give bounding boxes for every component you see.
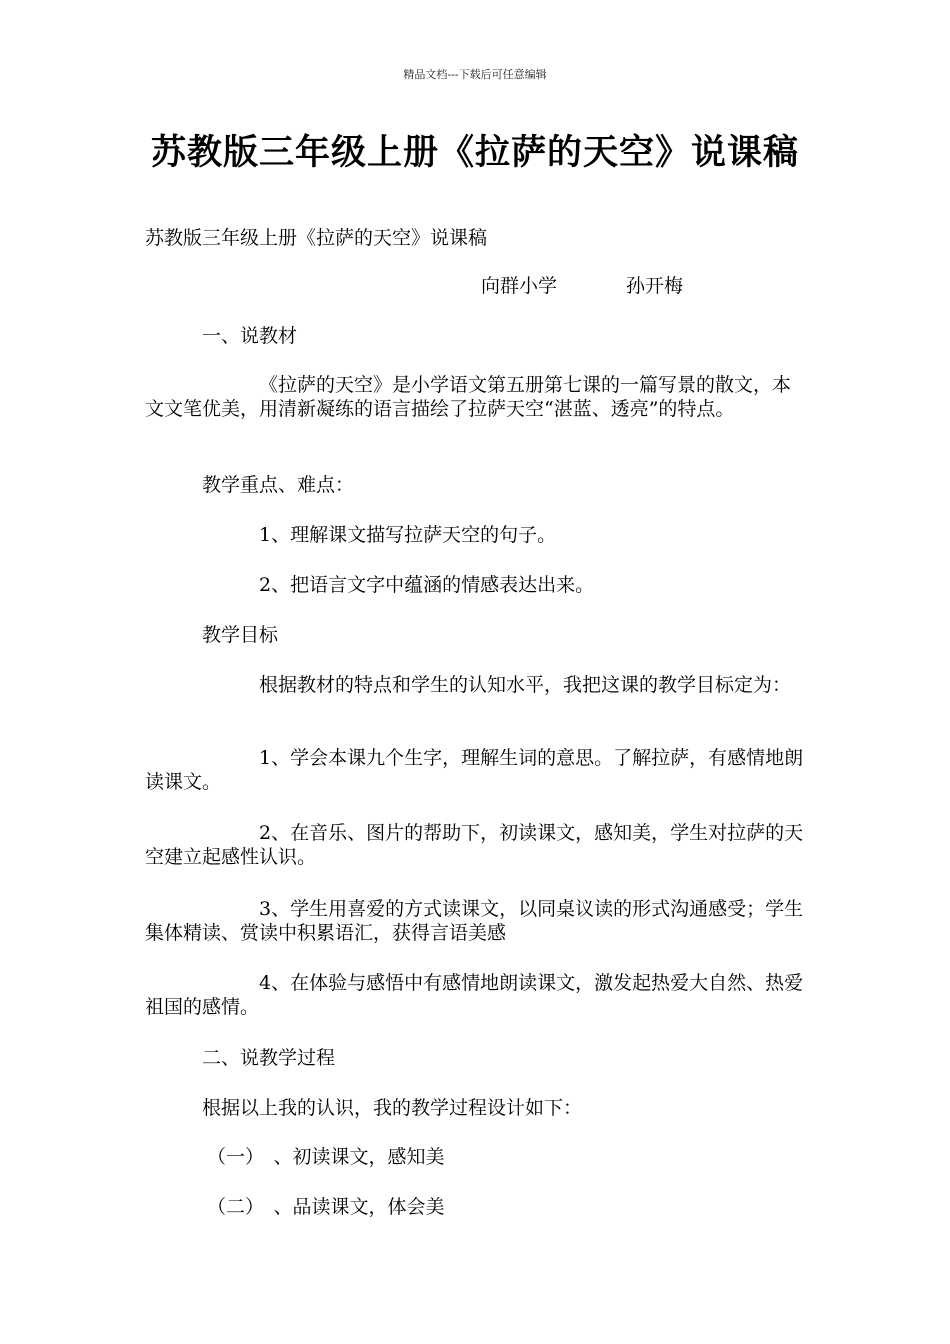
key-points-heading: 教学重点、难点： [202, 474, 355, 496]
section-1-heading: 一、说教材 [202, 325, 298, 347]
page-header: 精品文档---下载后可任意编辑 [403, 68, 547, 81]
author-name: 孙开梅 [626, 275, 684, 297]
document-title: 苏教版三年级上册《拉萨的天空》说课稿 [150, 132, 799, 173]
goal-item: 4、在体验与感悟中有感情地朗读课文，激发起热爱大自然、热爱祖国的感情。 [145, 972, 804, 1018]
author-school: 向群小学 [481, 275, 558, 297]
process-step: （二） 、品读课文，体会美 [207, 1196, 445, 1218]
goal-item: 3、学生用喜爱的方式读课文，以同桌议读的形式沟通感受；学生集体精读、赏读中积累语汇，获得言语美感 [145, 898, 804, 944]
section-2-intro: 根据以上我的认识，我的教学过程设计如下： [202, 1097, 583, 1119]
key-point-item: 1、理解课文描写拉萨天空的句子。 [259, 524, 557, 546]
goals-intro: 根据教材的特点和学生的认知水平，我把这课的教学目标定为： [259, 674, 792, 696]
key-point-item: 2、把语言文字中蕴涵的情感表达出来。 [259, 574, 595, 596]
section-2-heading: 二、说教学过程 [202, 1047, 336, 1069]
goal-item: 1、学会本课九个生字，理解生词的意思。了解拉萨，有感情地朗读课文。 [145, 747, 804, 793]
goal-item: 2、在音乐、图片的帮助下，初读课文，感知美，学生对拉萨的天空建立起感性认识。 [145, 822, 804, 868]
section-1-intro: 《拉萨的天空》是小学语文第五册第七课的一篇写景的散文，本文文笔优美，用清新凝练的语言描绘了拉萨天空“湛蓝、透亮”的特点。 [145, 374, 792, 420]
process-step: （一） 、初读课文，感知美 [207, 1146, 445, 1168]
document-subtitle: 苏教版三年级上册《拉萨的天空》说课稿 [145, 227, 488, 249]
goals-heading: 教学目标 [202, 624, 279, 646]
